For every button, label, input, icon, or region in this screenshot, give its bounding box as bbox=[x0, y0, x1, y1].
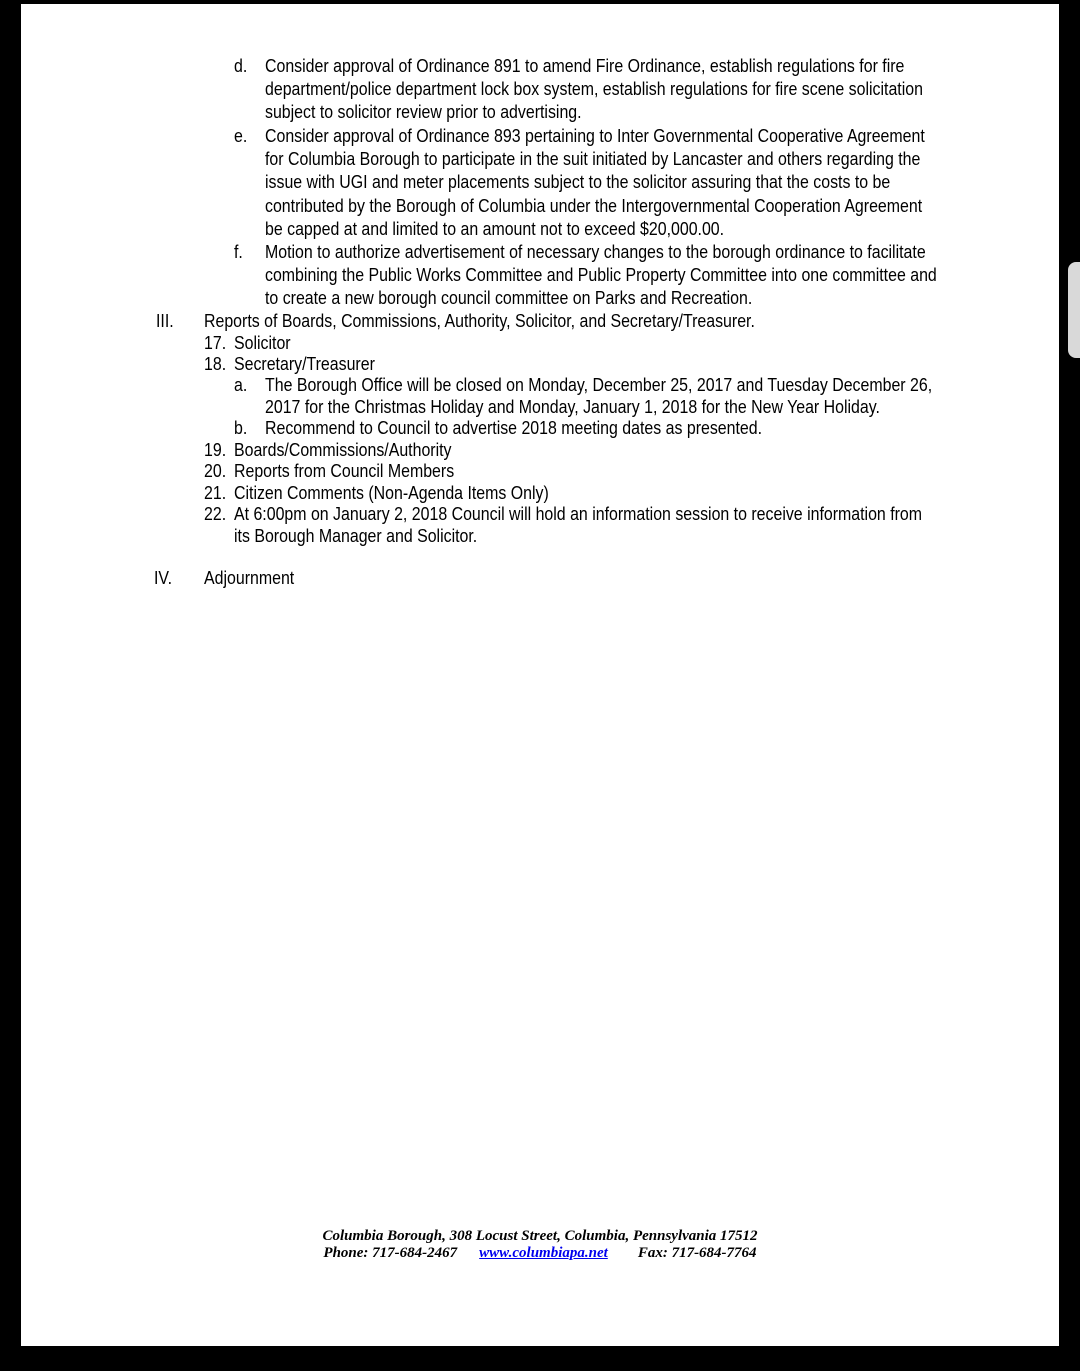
item-marker-f: f. bbox=[234, 241, 243, 262]
footer-phone: Phone: 717-684-2467 bbox=[323, 1245, 458, 1261]
sub-marker-18a: a. bbox=[234, 374, 248, 395]
item-num-18: 18. bbox=[204, 353, 227, 374]
item-text-19: Boards/Commissions/Authority bbox=[234, 439, 452, 460]
sub-text-18a: The Borough Office will be closed on Monday, December 25, 2017 and Tuesday December 26, 2017 for the Christmas Holiday and Monday, January 1, 2018 for the New Year Holiday. bbox=[265, 374, 933, 417]
item-text-d: Consider approval of Ordinance 891 to amend Fire Ordinance, establish regulations for fire department/police department lock box system, establish regulations for fire scene solicitation subject to solicitor review prior to advertising. bbox=[265, 55, 923, 123]
item-num-17: 17. bbox=[204, 332, 227, 353]
item-num-20: 20. bbox=[204, 460, 227, 481]
section-iii-title: Reports of Boards, Commissions, Authority, Solicitor, and Secretary/Treasurer. bbox=[204, 310, 755, 331]
item-text-f: Motion to authorize advertisement of necessary changes to the borough ordinance to facilitate combining the Public Works Committee and Public Property Committee into one committee and to create a new borough council committee on Parks and Recreation. bbox=[265, 241, 937, 309]
sub-text-18b: Recommend to Council to advertise 2018 meeting dates as presented. bbox=[265, 417, 763, 438]
item-marker-d: d. bbox=[234, 55, 248, 76]
item-marker-e: e. bbox=[234, 125, 248, 146]
footer-contact bbox=[21, 1245, 1059, 1262]
item-text-21: Citizen Comments (Non-Agenda Items Only) bbox=[234, 482, 549, 503]
section-iv-title: Adjournment bbox=[204, 567, 295, 588]
footer-address: Columbia Borough, 308 Locust Street, Columbia, Pennsylvania 17512 bbox=[322, 1228, 758, 1244]
item-text-20: Reports from Council Members bbox=[234, 460, 455, 481]
item-text-22: At 6:00pm on January 2, 2018 Council will hold an information session to receive information from its Borough Manager and Solicitor. bbox=[234, 503, 923, 546]
item-text-17: Solicitor bbox=[234, 332, 291, 353]
item-num-19: 19. bbox=[204, 439, 227, 460]
document-page bbox=[21, 4, 1059, 1346]
item-text-18: Secretary/Treasurer bbox=[234, 353, 375, 374]
item-text-e: Consider approval of Ordinance 893 pertaining to Inter Governmental Cooperative Agreement for Columbia Borough to participate in the suit initiated by Lancaster and others regarding the issue with UGI and meter placements subject to the solicitor assuring that the costs to be contributed by the Borough of Columbia under the Intergovernmental Cooperation Agreement be capped at and limited to an amount not to exceed $20,000.00. bbox=[265, 125, 925, 239]
item-num-22: 22. bbox=[204, 503, 227, 524]
section-iii-numeral: III. bbox=[156, 310, 174, 331]
item-num-21: 21. bbox=[204, 482, 227, 503]
scroll-handle[interactable] bbox=[1068, 262, 1080, 358]
sub-marker-18b: b. bbox=[234, 417, 248, 438]
section-iv-numeral: IV. bbox=[154, 567, 172, 588]
footer-website-link[interactable]: www.columbiapa.net bbox=[479, 1245, 608, 1261]
footer-fax: Fax: 717-684-7764 bbox=[637, 1245, 757, 1261]
